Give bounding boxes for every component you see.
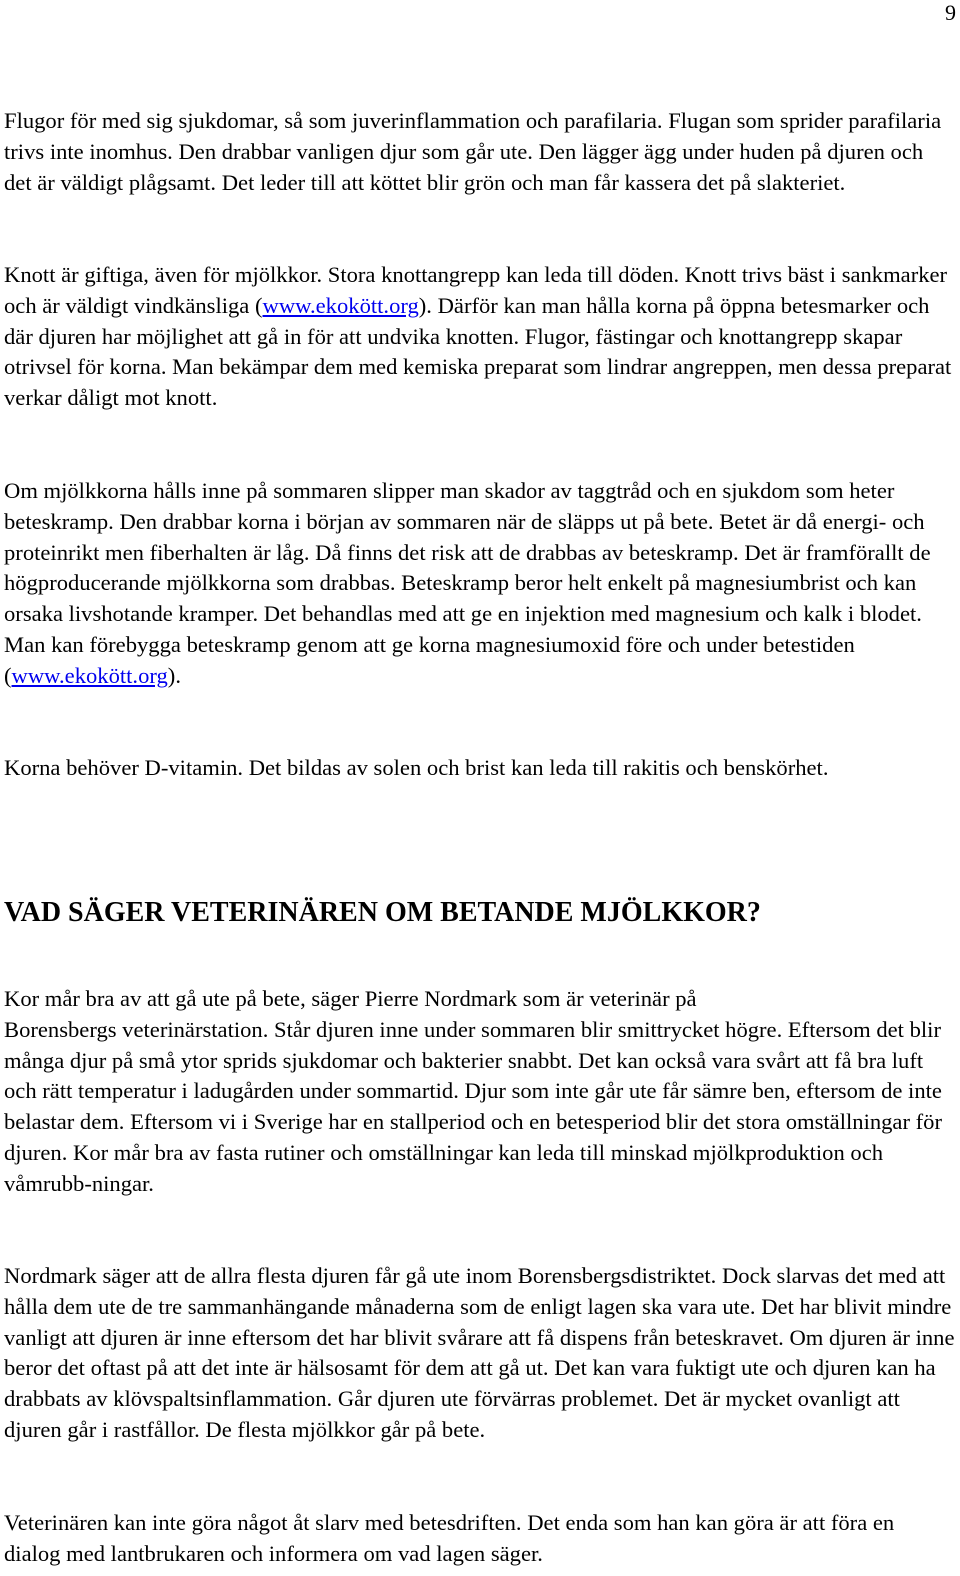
paragraph-grass-tetany-text-before: Om mjölkkorna hålls inne på sommaren slipper man skador av taggtråd och en sjukdom som heter beteskramp. Den drabbar korna i början av sommaren när de släpps ut på bete. Betet är då energi- och proteinrikt men fiberhalten är låg. Då finns det risk att de drabbas av beteskramp. Det är framförallt de högproducerande mjölkkorna som drabbas. Beteskramp beror helt enkelt på magnesiumbrist och kan orsaka livshotande kramper. Det behandlas med att ge en injektion med magnesium och kalk i blodet. Man kan förebygga beteskramp genom att ge korna magnesiumoxid före och under betestiden ( — [4, 478, 931, 688]
paragraph-gnats — [4, 260, 956, 414]
paragraph-gnats-text-before: Knott är giftiga, även för mjölkkor. Stora knottangrepp kan leda till döden. Knott trivs bäst i sankmarker och är väldigt vindkänsliga ( — [4, 262, 948, 318]
paragraph-vitamin-d-text: Korna behöver D-vitamin. Det bildas av solen och brist kan leda till rakitis och benskörhet. — [4, 755, 829, 780]
ekokott-link-2[interactable]: www.ekokött.org — [11, 662, 168, 688]
paragraph-flies-text: Flugor för med sig sjukdomar, så som juverinflammation och parafilaria. Flugan som sprider parafilaria trivs inte inomhus. Den drabbar vanligen djur som går ute. Den lägger ägg under huden på djuren och det är väldigt plågsamt. Det leder till att köttet blir grön och man får kassera det på slakteriet. — [4, 108, 942, 195]
paragraph-dialog-text: Veterinären kan inte göra något åt slarv med betesdriften. Det enda som han kan göra är att föra en dialog med lantbrukaren och informera om vad lagen säger. — [4, 1510, 895, 1566]
paragraph-nordmark-text: Nordmark säger att de allra flesta djuren får gå ute inom Borensbergsdistriktet. Dock slarvas det med att hålla dem ute de tre sammanhängande månaderna som de enligt lagen ska vara ute. Det har blivit mindre vanligt att djuren är inne eftersom det har blivit svårare att få dispens från beteskravet. Om djuren är inne beror det oftast på att det inte är hälsosamt för dem att gå ut. Det kan vara fuktigt ute och djuren kan ha drabbats av klövspaltsinflammation. Går djuren ute förvärras problemet. Det är mycket ovanligt att djuren går i rastfållor. De flesta mjölkkor går på bete. — [4, 1263, 955, 1442]
paragraph-veterinarian-text: Borensbergs veterinärstation. Står djuren inne under sommaren blir smittrycket högre. Eftersom det blir många djur på små ytor sprids sjukdomar och bakterier snabbt. Det kan också vara svårt att få bra luft och rätt temperatur i ladugården under sommartid. Djur som inte går ute får sämre ben, eftersom de inte belastar dem. Eftersom vi i Sverige har en stallperiod och en betesperiod blir det stora omställningar för djuren. Kor mår bra av fasta rutiner och omställningar kan leda till minskad mjölkproduktion och våmrubb-ningar. — [4, 1016, 942, 1196]
paragraph-nordmark — [4, 1261, 956, 1446]
paragraph-veterinarian — [4, 984, 956, 1200]
paragraph-flies — [4, 106, 956, 198]
paragraph-vitamin-d — [4, 753, 956, 784]
paragraph-dialog — [4, 1508, 956, 1570]
paragraph-grass-tetany-text-after: ). — [167, 662, 181, 688]
page-number: 9 — [945, 0, 956, 25]
paragraph-gnats-text-after: ). Därför kan man hålla korna på öppna betesmarker och där djuren har möjlighet att gå in för att undvika knotten. Flugor, fästingar och knottangrepp skapar otrivsel för korna. Man bekämpar dem med kemiska preparat som lindrar angreppen, men dessa preparat verkar dåligt mot knott. — [4, 292, 952, 411]
section-heading: VAD SÄGER VETERINÄREN OM BETANDE MJÖLKKOR? — [4, 897, 761, 928]
paragraph-veterinarian-first-line: Kor mår bra av att gå ute på bete, säger Pierre Nordmark som är veterinär på — [4, 986, 697, 1011]
ekokott-link[interactable]: www.ekokött.org — [262, 292, 419, 318]
paragraph-grass-tetany — [4, 476, 956, 692]
